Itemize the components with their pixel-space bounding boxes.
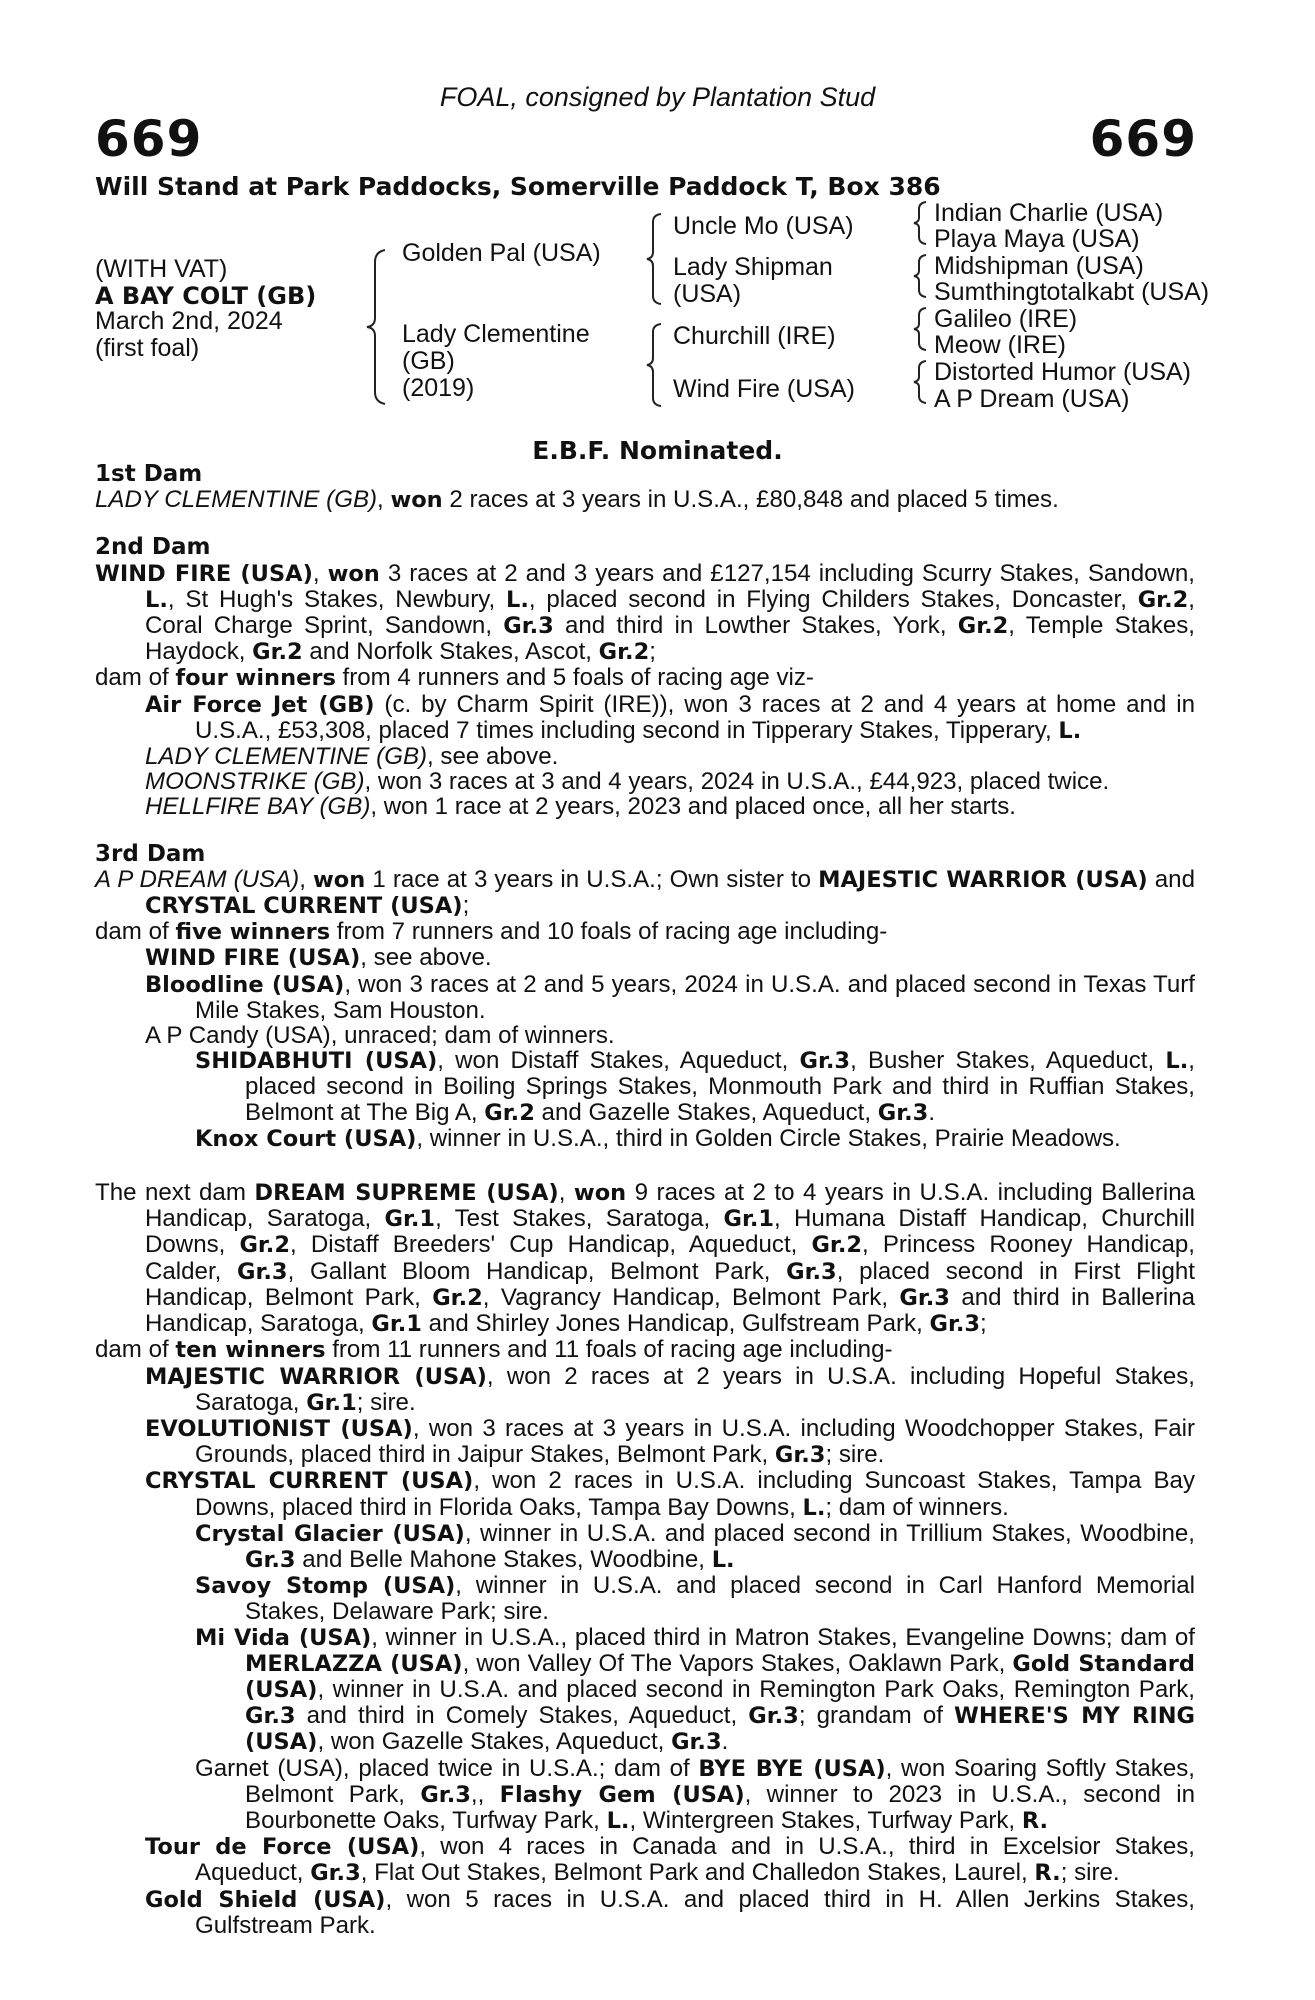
gen3-brace-1 [912,200,928,246]
produce-mi-vida: Mi Vida (USA), winner in U.S.A., placed third in Matron Stakes, Evangeline Downs; dam of MERLAZZA (USA), won Valley Of The Vapors Stakes, Oaklawn Park, Gold Standard (USA), winner in U.S.A. and placed second in Remington Park Oaks, Remington Park, Gr.3 and third in Comely Stakes, Aqueduct, Gr.3; grandam of WHERE'S MY RING (USA), won Gazelle Stakes, Aqueduct, Gr.3. [195,1623,1196,1756]
produce-savoy-stomp: Savoy Stomp (USA), winner in U.S.A. and placed second in Carl Hanford Memorial Stakes, Delaware Park; sire. [195,1572,1195,1626]
second-dam-paragraph: WIND FIRE (USA), won 3 races at 2 and 3 years and £127,154 including Scurry Stakes, Sandown, L., St Hugh's Stakes, Newbury, L., placed second in Flying Childers Stakes, Doncaster, Gr.2, Coral Charge Sprint, Sandown, Gr.3 and third in Lowther Stakes, York, Gr.2, Temple Stakes, Haydock, Gr.2 and Norfolk Stakes, Ascot, Gr.2; [95,559,1195,666]
gen2-brace-upper [645,212,663,306]
first-dam-heading: 1st Dam [95,461,203,487]
produce-evolutionist: EVOLUTIONIST (USA), won 3 races at 3 years in U.S.A. including Woodchopper Stakes, Fair Grounds, placed third in Jaipur Stakes, Belmont Park, Gr.3; sire. [145,1414,1195,1469]
gen2-lady-shipman: Lady Shipman [673,253,833,281]
produce-a-p-candy: A P Candy (USA), unraced; dam of winners. [145,1022,615,1050]
second-dam-heading: 2nd Dam [95,534,211,561]
gen3-indian-charlie: Indian Charlie (USA) [934,199,1164,227]
produce-shidabhuti: SHIDABHUTI (USA), won Distaff Stakes, Aqueduct, Gr.3, Busher Stakes, Aqueduct, L., placed second in Boiling Springs Stakes, Monmouth Park and third in Ruffian Stakes, Belmont at The Big A, Gr.2 and Gazelle Stakes, Aqueduct, Gr.3. [195,1047,1195,1126]
produce-hellfire-bay: HELLFIRE BAY (GB), won 1 race at 2 years, 2023 and placed once, all her starts. [145,793,1016,821]
produce-air-force-jet: Air Force Jet (GB) (c. by Charm Spirit (IRE)), won 3 races at 2 and 4 years at home and in U.S.A., £53,308, placed 7 times including second in Tipperary Stakes, Tipperary, L. [145,690,1196,744]
second-dam-produce-summary: dam of four winners from 4 runners and 5 foals of racing age viz- [95,664,814,692]
produce-crystal-glacier: Crystal Glacier (USA), winner in U.S.A. and placed second in Trillium Stakes, Woodbine, Gr.3 and Belle Mahone Stakes, Woodbine, L. [195,1519,1195,1573]
produce-crystal-current: CRYSTAL CURRENT (USA), won 2 races in U.S.A. including Suncoast Stakes, Tampa Bay Downs, placed third in Florida Oaks, Tampa Bay Downs, L.; dam of winners. [145,1467,1195,1521]
next-dam-produce-summary: dam of ten winners from 11 runners and 11 foals of racing age including- [95,1336,893,1364]
dam-name-line2: (GB) [402,347,455,375]
gen3-sumthingtotalkabt: Sumthingtotalkabt (USA) [934,278,1210,306]
produce-record [95,462,1195,1938]
gen2-wind-fire: Wind Fire (USA) [673,375,855,403]
third-dam-produce-summary: dam of five winners from 7 runners and 10 foals of racing age including- [95,918,888,946]
lot-number-left: 669 [95,110,203,168]
vat-note: (WITH VAT) [95,255,228,283]
foaling-date: March 2nd, 2024 [95,307,283,335]
dam-name-line1: Lady Clementine [402,320,590,348]
gen3-meow: Meow (IRE) [934,331,1066,359]
pedigree-brace [365,248,389,406]
third-dam-heading: 3rd Dam [95,840,206,867]
gen3-playa-maya: Playa Maya (USA) [934,225,1140,253]
lot-number-right: 669 [1089,110,1197,168]
gen3-midshipman: Midshipman (USA) [934,252,1144,280]
gen3-a-p-dream: A P Dream (USA) [934,385,1130,413]
first-dam-paragraph: LADY CLEMENTINE (GB), won 2 races at 3 years in U.S.A., £80,848 and placed 5 times. [95,486,1059,514]
gen2-brace-lower [645,322,663,408]
stand-location: Will Stand at Park Paddocks, Somerville Paddock T, Box 386 [95,172,941,201]
produce-lady-clementine: LADY CLEMENTINE (GB), see above. [145,743,559,771]
produce-knox-court: Knox Court (USA), winner in U.S.A., third in Golden Circle Stakes, Prairie Meadows. [195,1124,1121,1152]
produce-bloodline: Bloodline (USA), won 3 races at 2 and 5 years, 2024 in U.S.A. and placed second in Texas Turf Mile Stakes, Sam Houston. [145,970,1196,1024]
third-dam-paragraph: A P DREAM (USA), won 1 race at 3 years in U.S.A.; Own sister to MAJESTIC WARRIOR (USA) and CRYSTAL CURRENT (USA); [95,865,1195,920]
sire-name: Golden Pal (USA) [402,239,601,267]
produce-moonstrike: MOONSTRIKE (GB), won 3 races at 3 and 4 years, 2024 in U.S.A., £44,923, placed twice. [145,768,1110,796]
gen3-brace-2 [912,253,928,299]
lot-title: A BAY COLT (GB) [95,282,317,310]
gen2-uncle-mo: Uncle Mo (USA) [673,212,854,240]
gen3-distorted-humor: Distorted Humor (USA) [934,358,1191,386]
gen2-lady-shipman-country: (USA) [673,280,742,308]
next-dam-paragraph: The next dam DREAM SUPREME (USA), won 9 races at 2 to 4 years in U.S.A. including Ballerina Handicap, Saratoga, Gr.1, Test Stakes, Saratoga, Gr.1, Humana Distaff Handicap, Churchill Downs, Gr.2, Distaff Breeders' Cup Handicap, Aqueduct, Gr.2, Princess Rooney Handicap, Calder, Gr.3, Gallant Bloom Handicap, Belmont Park, Gr.3, placed second in First Flight Handicap, Belmont Park, Gr.2, Vagrancy Handicap, Belmont Park, Gr.3 and third in Ballerina Handicap, Saratoga, Gr.1 and Shirley Jones Handicap, Gulfstream Park, Gr.3; [95,1179,1196,1338]
gen2-churchill: Churchill (IRE) [673,322,836,350]
pedigree-table [0,0,1315,420]
gen3-brace-4 [912,359,928,405]
produce-wind-fire: WIND FIRE (USA), see above. [145,944,492,972]
produce-tour-de-force: Tour de Force (USA), won 4 races in Canada and in U.S.A., third in Excelsior Stakes, Aqueduct, Gr.3, Flat Out Stakes, Belmont Park and Challedon Stakes, Laurel, R.; sire. [145,1833,1195,1887]
produce-garnet: Garnet (USA), placed twice in U.S.A.; dam of BYE BYE (USA), won Soaring Softly Stakes, Belmont Park, Gr.3,, Flashy Gem (USA), winner to 2023 in U.S.A., second in Bourbonette Oaks, Turfway Park, L., Wintergreen Stakes, Turfway Park, R. [195,1754,1195,1834]
gen3-galileo: Galileo (IRE) [934,305,1078,333]
produce-gold-shield: Gold Shield (USA), won 5 races in U.S.A. and placed third in H. Allen Jerkins Stakes, Gulfstream Park. [145,1885,1195,1939]
gen3-brace-3 [912,306,928,352]
ebf-nominated: E.B.F. Nominated. [532,436,783,465]
foal-note: (first foal) [95,334,200,362]
catalogue-subtitle: FOAL, consigned by Plantation Stud [439,82,876,112]
produce-majestic-warrior: MAJESTIC WARRIOR (USA), won 2 races at 2 years in U.S.A. including Hopeful Stakes, Saratoga, Gr.1; sire. [145,1362,1195,1416]
dam-year: (2019) [402,374,475,402]
